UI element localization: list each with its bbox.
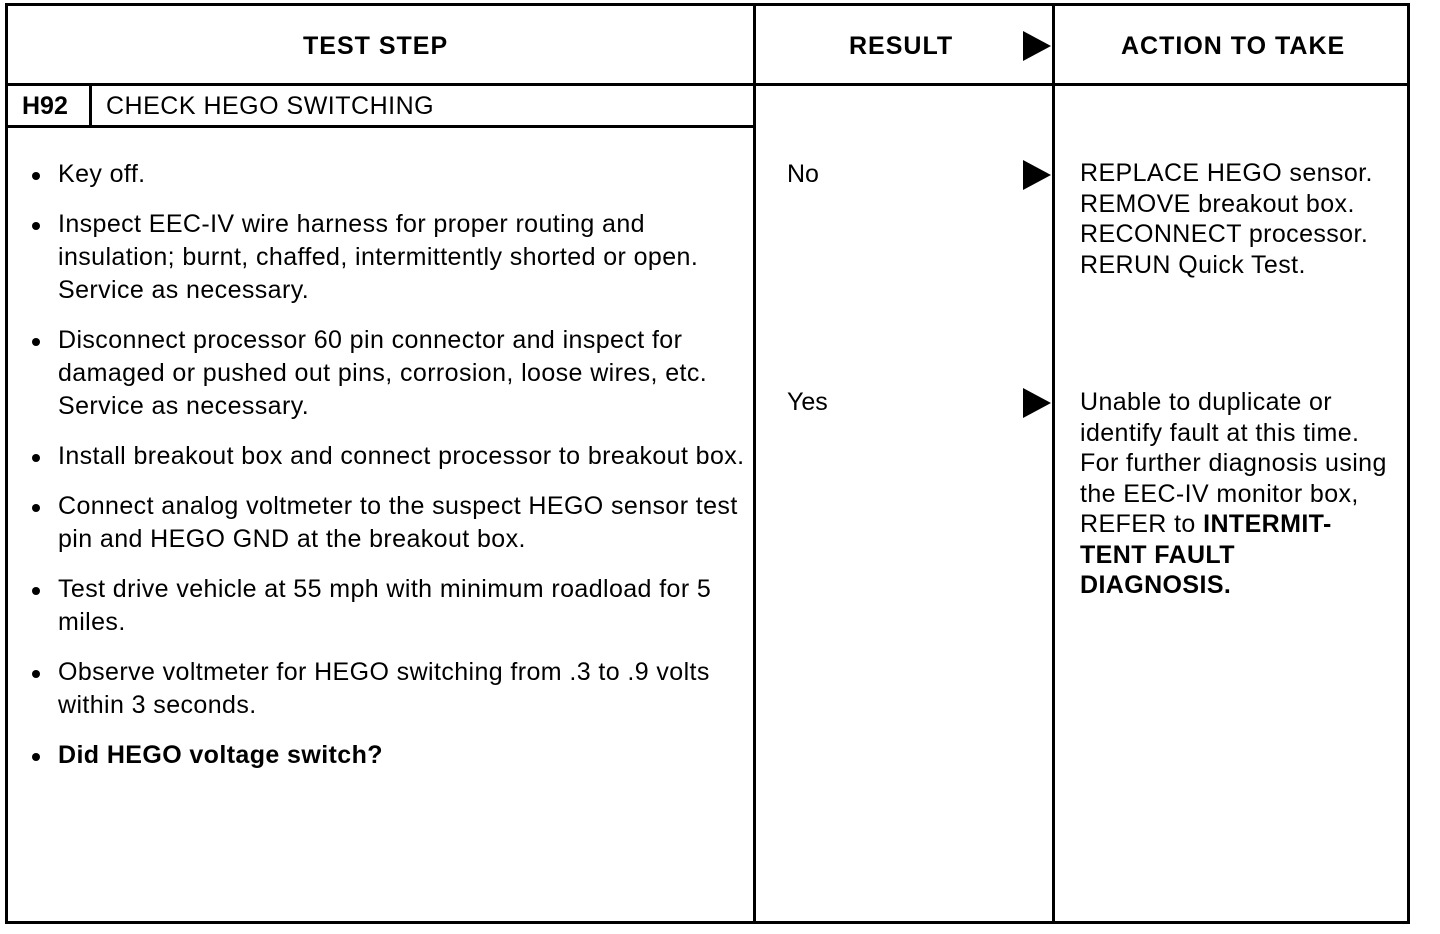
bullet-icon (32, 454, 40, 462)
step-title: CHECK HEGO SWITCHING (106, 92, 435, 120)
instruction-list (30, 158, 745, 789)
action-yes-reference: INTERMIT-TENT FAULT DIAGNOSIS. (1080, 510, 1332, 599)
result-yes-arrow-icon (1023, 388, 1051, 418)
result-no: No (787, 160, 819, 188)
instruction-item: Disconnect processor 60 pin connector and inspect for damaged or pushed out pins, corrosion, loose wires, etc. Service as necessary. (30, 324, 745, 423)
instruction-item: Inspect EEC-IV wire harness for proper routing and insulation; burnt, chaffed, intermittently shorted or open. Service as necessary. (30, 208, 745, 307)
column-divider-result (753, 3, 756, 924)
instruction-item: Key off. (30, 158, 745, 191)
instruction-item: Connect analog voltmeter to the suspect HEGO sensor test pin and HEGO GND at the breakout box. (30, 490, 745, 556)
instruction-item: Test drive vehicle at 55 mph with minimum roadload for 5 miles. (30, 573, 745, 639)
bullet-icon (32, 172, 40, 180)
step-code-divider (89, 84, 92, 128)
action-no: REPLACE HEGO sensor. REMOVE breakout box. RECONNECT processor. RERUN Quick Test. (1080, 159, 1373, 279)
header-arrow-icon (1023, 31, 1051, 61)
header-action-to-take: ACTION TO TAKE (1121, 32, 1346, 60)
instruction-question: Did HEGO voltage switch? (30, 739, 745, 772)
bullet-icon (32, 338, 40, 346)
result-yes: Yes (787, 388, 828, 416)
action-yes-text: Unable to duplicate or identify fault at this time. For further diagnosis using the EEC-IV monitor box, REFER to (1080, 388, 1387, 538)
bullet-icon (32, 670, 40, 678)
bullet-icon (32, 222, 40, 230)
bullet-icon (32, 587, 40, 595)
action-yes (1080, 387, 1390, 601)
bullet-icon (32, 753, 40, 761)
header-test-step: TEST STEP (303, 32, 449, 60)
step-code: H92 (22, 92, 68, 120)
bullet-icon (32, 504, 40, 512)
result-no-arrow-icon (1023, 160, 1051, 190)
header-result: RESULT (849, 32, 954, 60)
instruction-item: Observe voltmeter for HEGO switching from .3 to .9 volts within 3 seconds. (30, 656, 745, 722)
instruction-item: Install breakout box and connect processor to breakout box. (30, 440, 745, 473)
column-divider-action (1052, 3, 1055, 924)
